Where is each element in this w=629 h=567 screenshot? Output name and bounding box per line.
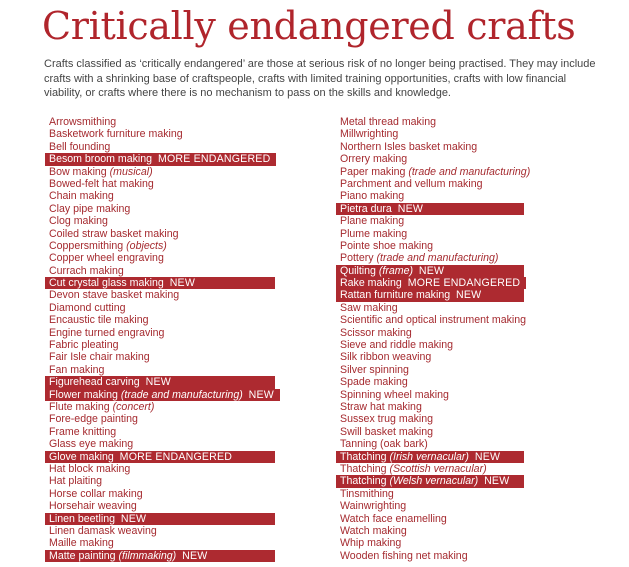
craft-item (45, 116, 116, 128)
craft-name: Maille making (49, 537, 114, 550)
craft-item (336, 364, 409, 376)
craft-specialism: (concert) (112, 400, 155, 413)
craft-name: Watch face enamelling (340, 512, 447, 525)
craft-item-highlighted (45, 153, 276, 165)
craft-name: Silver spinning (340, 363, 409, 376)
craft-item (336, 513, 447, 525)
craft-name: Silk ribbon weaving (340, 351, 432, 364)
status-badge: NEW (169, 277, 196, 290)
craft-item (336, 401, 422, 413)
craft-name: Horsehair weaving (49, 500, 137, 513)
craft-specialism: (Scottish vernacular) (389, 462, 487, 475)
craft-item (336, 153, 407, 165)
craft-item (336, 376, 408, 388)
craft-item (336, 141, 477, 153)
craft-name: Glove making (49, 450, 114, 463)
craft-specialism: (objects) (126, 239, 167, 252)
status-badge: NEW (474, 450, 501, 463)
craft-item (45, 178, 154, 190)
craft-item (45, 413, 138, 425)
status-badge: NEW (456, 289, 482, 302)
page-title: Critically endangered crafts (42, 4, 576, 48)
status-badge: NEW (145, 376, 171, 389)
craft-item-highlighted (45, 513, 275, 525)
craft-item (336, 525, 407, 537)
craft-item (45, 339, 119, 351)
craft-item (45, 488, 143, 500)
craft-specialism: (Irish vernacular) (389, 450, 469, 463)
craft-specialism: (trade and manufacturing) (376, 252, 499, 265)
status-badge: MORE ENDANGERED (119, 450, 233, 463)
craft-name: Tinsmithing (340, 487, 394, 500)
craft-name: Matte painting (49, 549, 116, 562)
craft-name: Rattan furniture making (340, 289, 451, 302)
craft-item-highlighted (336, 277, 526, 289)
craft-name: Bowed-felt hat making (49, 177, 154, 190)
craft-name: Millwrighting (340, 128, 399, 141)
craft-name: Saw making (340, 301, 398, 314)
craft-item (336, 240, 433, 252)
craft-item (45, 401, 154, 413)
craft-name: Thatching (340, 475, 387, 488)
craft-item (45, 215, 108, 227)
craft-name: Rake making (340, 277, 402, 290)
craft-name: Sieve and riddle making (340, 339, 454, 352)
craft-item (336, 413, 433, 425)
craft-name: Northern Isles basket making (340, 140, 478, 153)
craft-item (336, 438, 428, 450)
craft-name: Scientific and optical instrument making (340, 314, 527, 327)
status-badge: MORE ENDANGERED (157, 153, 271, 166)
crafts-column-right (336, 116, 530, 562)
craft-name: Horse collar making (49, 487, 143, 500)
craft-item (45, 166, 153, 178)
craft-item (336, 339, 453, 351)
craft-name: Frame knitting (49, 425, 117, 438)
craft-name: Chain making (49, 190, 114, 203)
craft-name: Plane making (340, 215, 405, 228)
craft-item (336, 488, 394, 500)
craft-name: Bow making (49, 165, 107, 178)
craft-specialism: (musical) (109, 165, 153, 178)
craft-name: Swill basket making (340, 425, 434, 438)
craft-item-highlighted (45, 277, 275, 289)
craft-name: Fabric pleating (49, 339, 119, 352)
craft-name: Flower making (49, 388, 118, 401)
craft-item (336, 426, 433, 438)
craft-name: Wainwrighting (340, 500, 407, 513)
craft-item (336, 327, 412, 339)
craft-name: Quilting (340, 264, 376, 277)
craft-item (336, 351, 431, 363)
craft-item (45, 500, 137, 512)
craft-item (336, 550, 468, 562)
craft-item (336, 190, 404, 202)
craft-item (45, 525, 157, 537)
craft-item-highlighted (336, 475, 524, 487)
craft-specialism: (frame) (378, 264, 414, 277)
craft-item (45, 190, 114, 202)
craft-name: Whip making (340, 537, 402, 550)
craft-item (336, 537, 401, 549)
crafts-column-left (45, 116, 280, 562)
craft-item (336, 389, 449, 401)
craft-name: Wooden fishing net making (340, 549, 468, 562)
craft-name: Hat plaiting (49, 475, 102, 488)
craft-name: Parchment and vellum making (340, 177, 483, 190)
craft-specialism: (filmmaking) (118, 549, 177, 562)
craft-name: Spade making (340, 376, 408, 389)
craft-item (336, 252, 498, 264)
craft-item (45, 327, 164, 339)
craft-name: Figurehead carving (49, 376, 140, 389)
craft-item-highlighted (45, 376, 275, 388)
craft-name: Clay pipe making (49, 202, 131, 215)
craft-item (45, 128, 183, 140)
craft-name: Paper making (340, 165, 406, 178)
craft-name: Coiled straw basket making (49, 227, 179, 240)
craft-name: Linen beetling (49, 512, 115, 525)
craft-name: Devon stave basket making (49, 289, 180, 302)
craft-item (336, 500, 406, 512)
craft-name: Coppersmithing (49, 239, 124, 252)
craft-item (336, 128, 398, 140)
craft-item (336, 178, 483, 190)
craft-name: Linen damask weaving (49, 524, 157, 537)
craft-item (45, 438, 133, 450)
craft-item (45, 141, 110, 153)
craft-item-highlighted (336, 265, 524, 277)
status-badge: NEW (182, 549, 208, 562)
status-badge: NEW (484, 475, 510, 488)
craft-name: Hat block making (49, 462, 131, 475)
craft-name: Currach making (49, 264, 124, 277)
craft-name: Fan making (49, 363, 105, 376)
craft-item-highlighted (336, 289, 524, 301)
craft-name: Engine turned engraving (49, 326, 165, 339)
craft-name: Scissor making (340, 326, 412, 339)
craft-name: Pottery (340, 252, 374, 265)
craft-specialism: (trade and manufacturing) (408, 165, 531, 178)
craft-item (45, 203, 130, 215)
craft-item (45, 252, 164, 264)
craft-name: Spinning wheel making (340, 388, 449, 401)
status-badge: NEW (120, 512, 147, 525)
craft-specialism: (Welsh vernacular) (389, 475, 479, 488)
status-badge: NEW (248, 388, 274, 401)
craft-name: Thatching (340, 450, 387, 463)
craft-item (336, 314, 526, 326)
craft-item (336, 302, 398, 314)
craft-item (45, 314, 149, 326)
craft-name: Tanning (oak bark) (340, 438, 428, 451)
craft-name: Glass eye making (49, 438, 134, 451)
craft-item (45, 289, 179, 301)
craft-name: Copper wheel engraving (49, 252, 164, 265)
craft-item (45, 265, 124, 277)
craft-item (45, 228, 179, 240)
craft-item-highlighted (336, 203, 524, 215)
status-badge: NEW (397, 202, 424, 215)
craft-name: Watch making (340, 524, 407, 537)
craft-item (336, 228, 407, 240)
craft-name: Straw hat making (340, 400, 422, 413)
craft-name: Orrery making (340, 153, 408, 166)
craft-name: Metal thread making (340, 116, 436, 128)
craft-name: Besom broom making (49, 153, 153, 166)
craft-name: Flute making (49, 400, 110, 413)
craft-item (45, 302, 126, 314)
craft-item (45, 240, 167, 252)
craft-specialism: (trade and manufacturing) (120, 388, 243, 401)
craft-name: Encaustic tile making (49, 314, 149, 327)
craft-item (336, 215, 404, 227)
craft-name: Sussex trug making (340, 413, 434, 426)
craft-name: Basketwork furniture making (49, 128, 183, 141)
craft-item (336, 463, 487, 475)
craft-name: Pointe shoe making (340, 239, 434, 252)
craft-item-highlighted (45, 389, 280, 401)
status-badge: MORE ENDANGERED (407, 277, 521, 290)
craft-item (45, 426, 116, 438)
craft-name: Piano making (340, 190, 405, 203)
craft-name: Fore-edge painting (49, 413, 138, 426)
craft-item (45, 364, 104, 376)
craft-item (45, 351, 150, 363)
craft-name: Clog making (49, 215, 108, 228)
craft-item (45, 475, 102, 487)
craft-name: Pietra dura (340, 202, 392, 215)
craft-item (336, 166, 530, 178)
intro-paragraph: Crafts classified as ‘critically endangered’ are those at serious risk of no longer being practised. They may include crafts with a shrinking base of craftspeople, crafts with limited training opportunities, crafts with low financial viability, or crafts where there is no mechanism to pass on the skills and knowledge. (44, 58, 596, 99)
craft-item-highlighted (336, 451, 524, 463)
status-badge: NEW (418, 264, 445, 277)
craft-name: Bell founding (49, 140, 111, 153)
craft-item-highlighted (45, 451, 275, 463)
craft-name: Cut crystal glass making (49, 277, 164, 290)
craft-item (336, 116, 436, 128)
craft-name: Arrowsmithing (49, 116, 117, 128)
craft-name: Thatching (340, 462, 387, 475)
craft-name: Plume making (340, 227, 408, 240)
craft-name: Diamond cutting (49, 301, 126, 314)
craft-item-highlighted (45, 550, 275, 562)
craft-name: Fair Isle chair making (49, 351, 150, 364)
craft-item (45, 463, 130, 475)
craft-item (45, 537, 114, 549)
